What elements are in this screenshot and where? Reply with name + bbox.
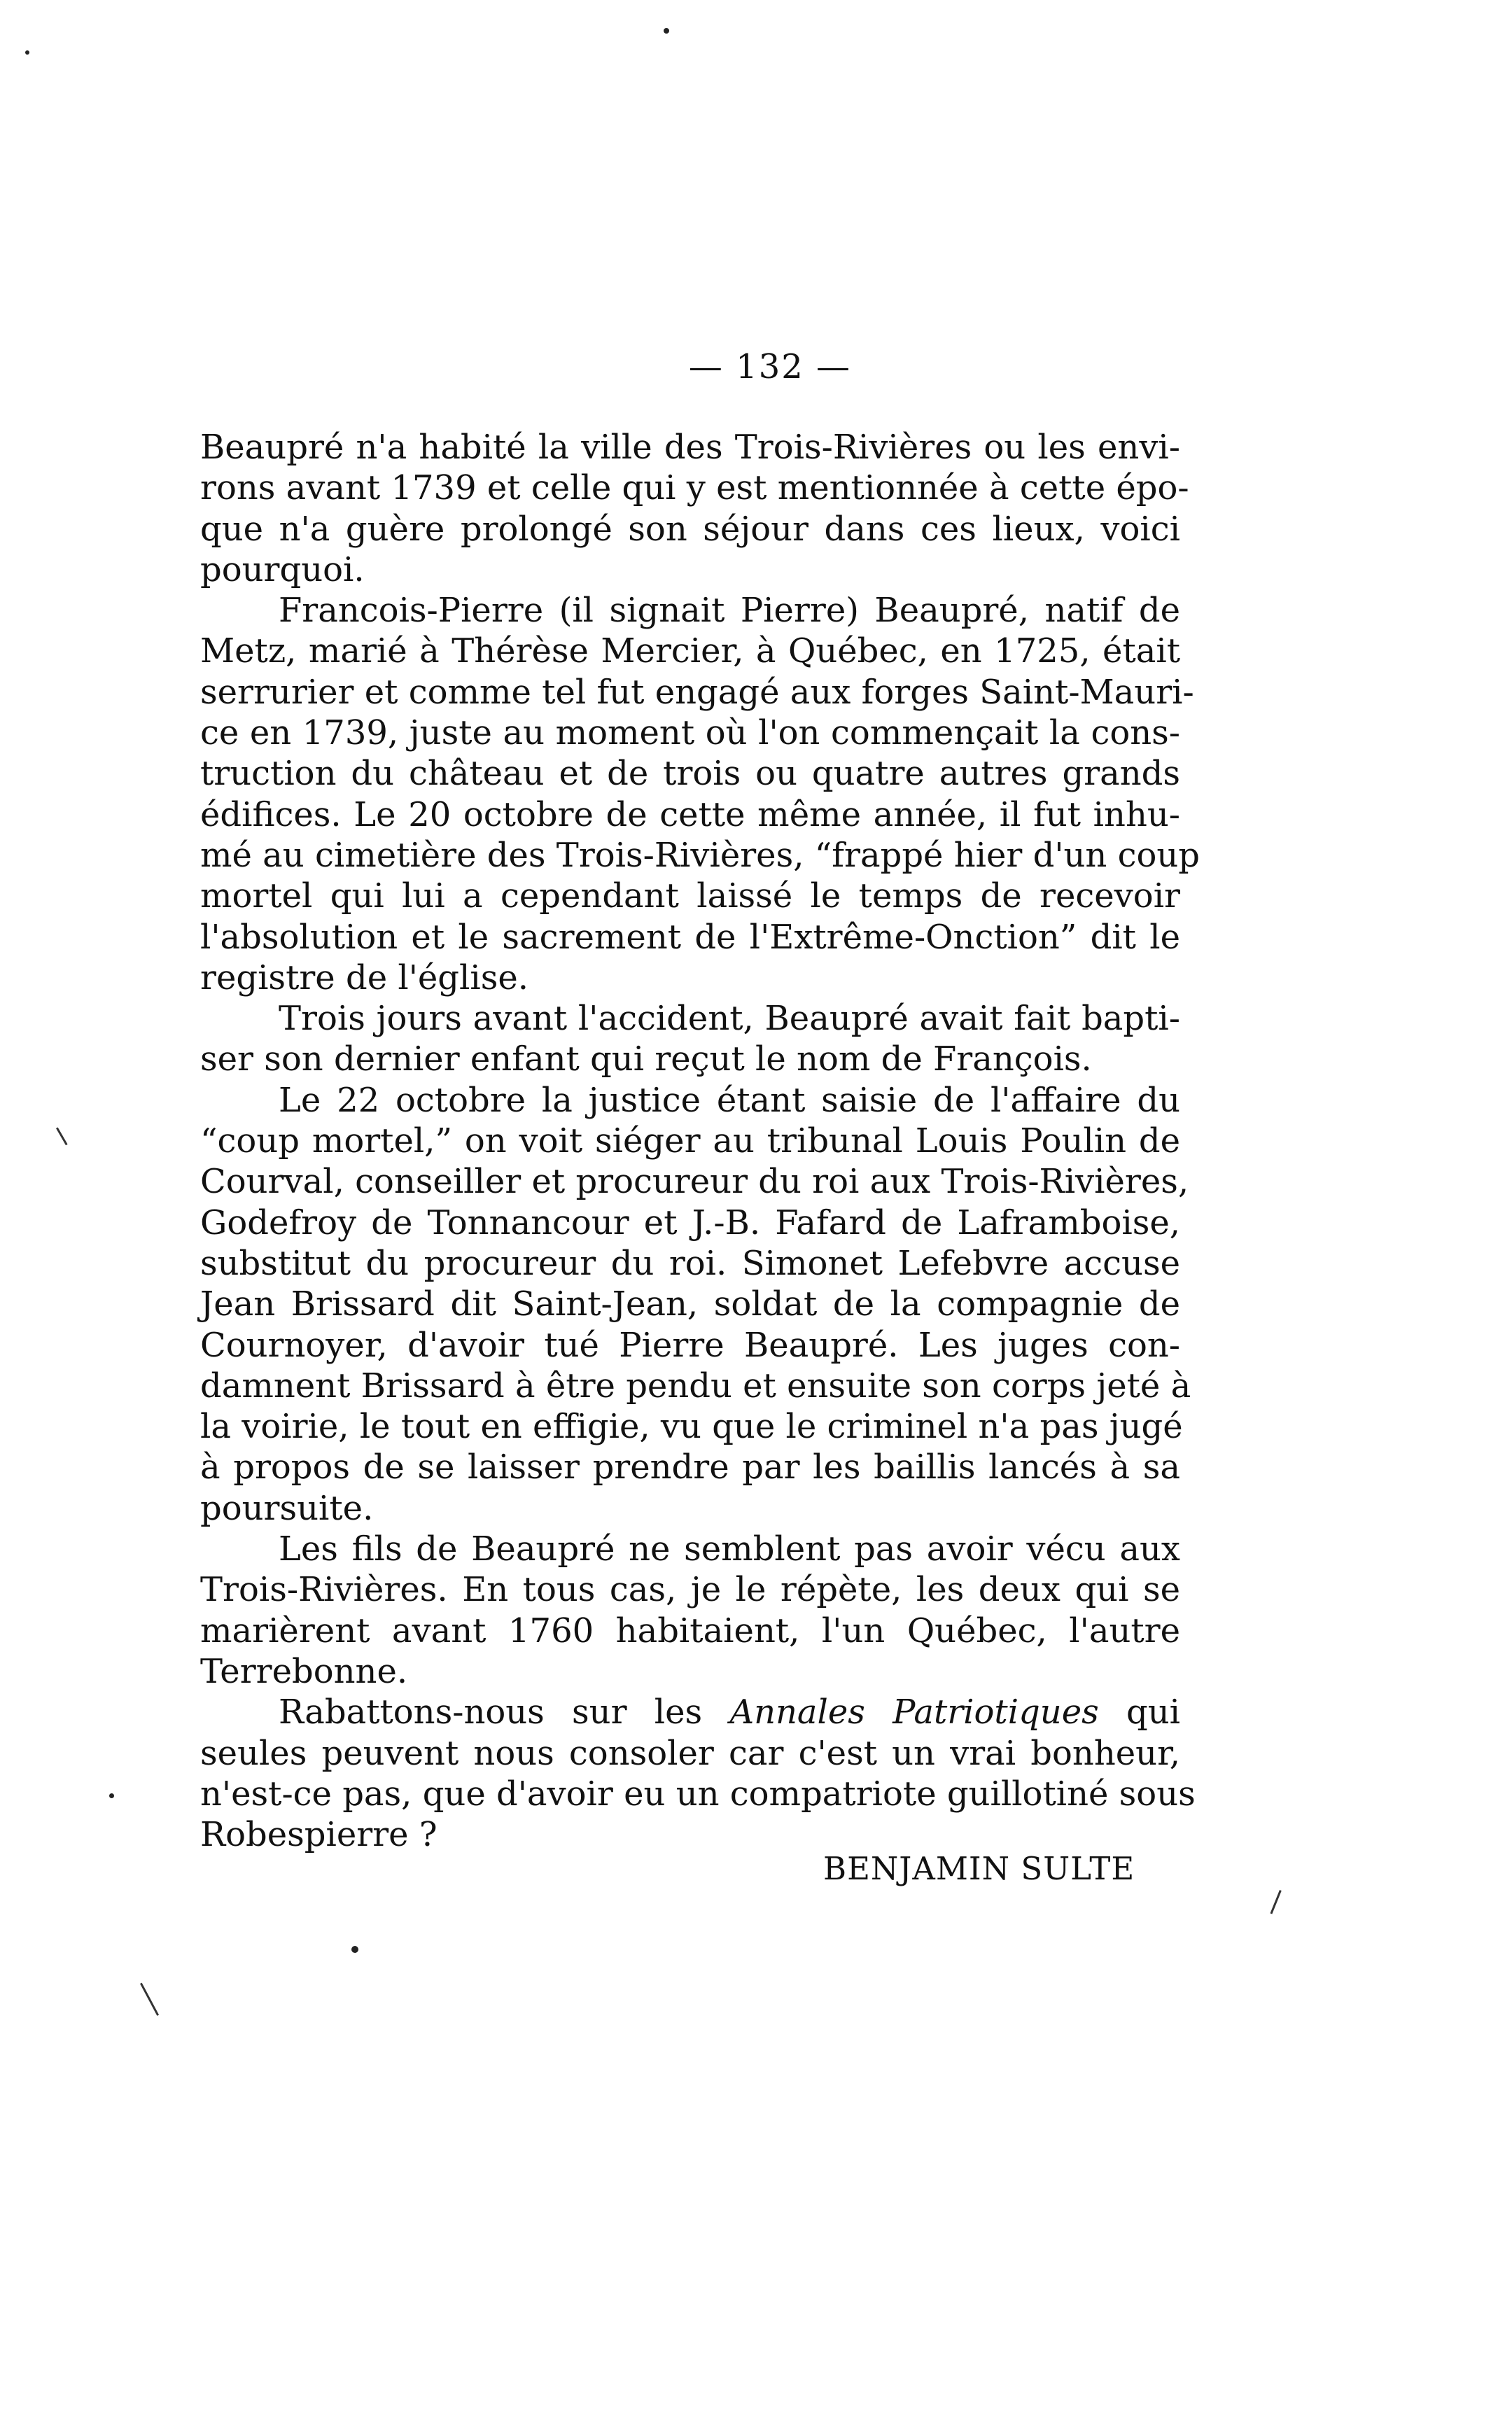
text-line: édifices. Le 20 octobre de cette même année, il fut inhu-	[200, 794, 1180, 834]
text-line: à propos de se laisser prendre par les baillis lancés à sa	[200, 1448, 1180, 1487]
text-line: truction du château et de trois ou quatre autres grands	[200, 754, 1180, 794]
text-line: que n'a guère prolongé son séjour dans ces lieux, voici	[200, 509, 1180, 549]
scan-mark	[140, 1983, 159, 2016]
text-line: serrurier et comme tel fut engagé aux forges Saint-Mauri-	[200, 672, 1194, 712]
text-line: Beaupré n'a habité la ville des Trois-Rivières ou les envi-	[200, 428, 1180, 467]
text-line: seules peuvent nous consoler car c'est un vrai bonheur,	[200, 1733, 1180, 1773]
text-line: Jean Brissard dit Saint-Jean, soldat de la compagnie de	[200, 1284, 1180, 1324]
scan-speck	[351, 1946, 358, 1953]
text-line: mé au cimetière des Trois-Rivières, “frappé hier d'un coup	[200, 835, 1200, 875]
author-signature: BENJAMIN SULTE	[823, 1850, 1135, 1887]
text-line: poursuite.	[200, 1488, 374, 1528]
scan-speck	[109, 1793, 114, 1798]
scan-speck	[25, 50, 29, 55]
text-line: Les fils de Beaupré ne semblent pas avoir vécu aux	[279, 1529, 1180, 1569]
text-line: ser son dernier enfant qui reçut le nom de François.	[200, 1039, 1092, 1079]
text-line: Cournoyer, d'avoir tué Pierre Beaupré. Les juges con-	[200, 1325, 1180, 1365]
text-line: Terrebonne.	[200, 1651, 408, 1691]
text-line: Godefroy de Tonnancour et J.-B. Fafard de Laframboise,	[200, 1203, 1180, 1242]
text-line: Trois-Rivières. En tous cas, je le répète, les deux qui se	[200, 1570, 1180, 1610]
text-line: la voirie, le tout en effigie, vu que le criminel n'a pas jugé	[200, 1407, 1183, 1447]
text-line: damnent Brissard à être pendu et ensuite son corps jeté à	[200, 1366, 1191, 1406]
text-line: “coup mortel,” on voit siéger au tribunal Louis Poulin de	[200, 1121, 1180, 1161]
scan-mark	[56, 1128, 68, 1146]
text-line: mortel qui lui a cependant laissé le temps de recevoir	[200, 876, 1180, 916]
text-line: Rabattons-nous sur les Annales Patriotiques qui	[279, 1693, 1180, 1732]
text-line: n'est-ce pas, que d'avoir eu un compatriote guillotiné sous	[200, 1774, 1196, 1814]
text-line: registre de l'église.	[200, 958, 529, 997]
article-body	[200, 427, 1200, 1855]
text-line: rons avant 1739 et celle qui y est mentionnée à cette épo-	[200, 468, 1189, 508]
text-line: Robespierre ?	[200, 1815, 438, 1855]
text-line: Metz, marié à Thérèse Mercier, à Québec, en 1725, était	[200, 631, 1180, 671]
text-line: l'absolution et le sacrement de l'Extrême-Onction” dit le	[200, 917, 1180, 957]
italic-title: Annales Patriotiques	[729, 1693, 1099, 1732]
scan-speck	[664, 28, 669, 34]
text-line: Le 22 octobre la justice étant saisie de l'affaire du	[279, 1080, 1180, 1120]
scan-mark	[1270, 1890, 1282, 1914]
text-line: Francois-Pierre (il signait Pierre) Beaupré, natif de	[279, 591, 1180, 631]
text-line: substitut du procureur du roi. Simonet Lefebvre accuse	[200, 1243, 1180, 1283]
text-line: ce en 1739, juste au moment où l'on commençait la cons-	[200, 713, 1180, 753]
text-line: Trois jours avant l'accident, Beaupré avait fait bapti-	[279, 999, 1180, 1039]
text-line: pourquoi.	[200, 549, 365, 589]
text-line: marièrent avant 1760 habitaient, l'un Québec, l'autre	[200, 1611, 1180, 1651]
text-line: Courval, conseiller et procureur du roi aux Trois-Rivières,	[200, 1162, 1189, 1202]
page-number: — 132 —	[688, 347, 852, 386]
